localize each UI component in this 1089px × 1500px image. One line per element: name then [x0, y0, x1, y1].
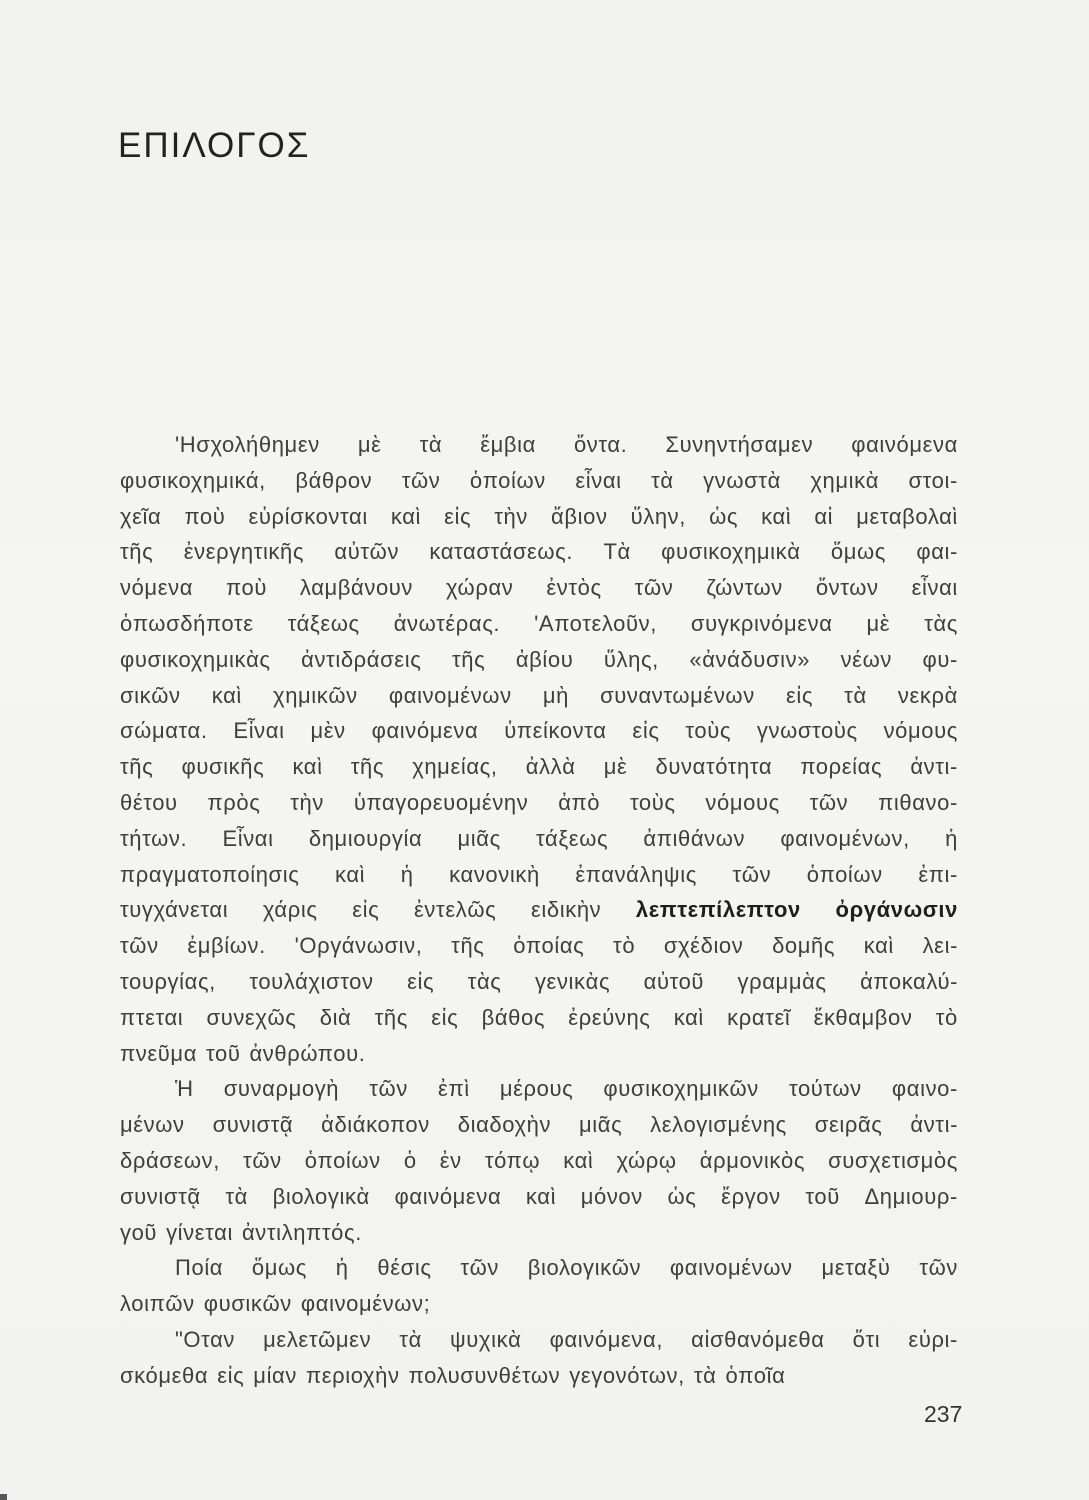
text-line: τυγχάνεται χάρις εἰς ἐντελῶς ειδικὴν λεπτεπίλεπτον ὀργάνωσιν: [120, 897, 958, 923]
page-number: 237: [924, 1401, 963, 1427]
page-edge-mark: [0, 1494, 7, 1500]
text-line: τῆς φυσικῆς καὶ τῆς χημείας, ἀλλὰ μὲ δυνατότητα πορείας ἀντι-: [120, 754, 958, 780]
text-line: φυσικοχημικὰς ἀντιδράσεις τῆς ἀβίου ὕλης, «ἀνάδυσιν» νέων φυ-: [120, 646, 958, 672]
text-line: ὁπωσδήποτε τάξεως ἀνωτέρας. 'Αποτελοῦν, συγκρινόμενα μὲ τὰς: [120, 610, 958, 636]
text-line: "Οταν μελετῶμεν τὰ ψυχικὰ φαινόμενα, αἰσθανόμεθα ὅτι εὑρι-: [175, 1326, 958, 1352]
text-line: τήτων. Εἶναι δημιουργία μιᾶς τάξεως ἀπιθάνων φαινομένων, ἡ: [120, 825, 958, 851]
text-line: γοῦ γίνεται ἀντιληπτός.: [120, 1219, 362, 1245]
text-line: χεῖα ποὺ εὑρίσκονται καὶ εἰς τὴν ἄβιον ὕλην, ὡς καὶ αἱ μεταβολαὶ: [120, 503, 958, 529]
text-line: φυσικοχημικά, βάθρον τῶν ὁποίων εἶναι τὰ γνωστὰ χημικὰ στοι-: [120, 467, 958, 493]
text-line: νόμενα ποὺ λαμβάνουν χώραν ἐντὸς τῶν ζώντων ὄντων εἶναι: [120, 575, 958, 601]
text-line: θέτου πρὸς τὴν ὑπαγορευομένην ἀπὸ τοὺς νόμους τῶν πιθανο-: [120, 789, 958, 815]
paragraph: [120, 1071, 958, 1250]
text-line: Ἡ συναρμογὴ τῶν ἐπὶ μέρους φυσικοχημικῶν τούτων φαινο-: [175, 1076, 958, 1102]
text-line: δράσεων, τῶν ὁποίων ὁ ἐν τόπῳ καὶ χώρῳ ἁρμονικὸς συσχετισμὸς: [120, 1147, 958, 1173]
text-line: τῶν ἐμβίων. 'Οργάνωσιν, τῆς ὁποίας τὸ σχέδιον δομῆς καὶ λει-: [120, 933, 958, 959]
text-line: σώματα. Εἶναι μὲν φαινόμενα ὑπείκοντα εἰς τοὺς γνωστοὺς νόμους: [120, 718, 958, 744]
text-line: πραγματοποίησις καὶ ἡ κανονικὴ ἐπανάληψις τῶν ὁποίων ἐπι-: [120, 861, 958, 887]
text-line: σκόμεθα εἰς μίαν περιοχὴν πολυσυνθέτων γεγονότων, τὰ ὁποῖα: [120, 1362, 786, 1388]
text-line: πτεται συνεχῶς διὰ τῆς εἰς βάθος ἐρεύνης καὶ κρατεῖ ἔκθαμβον τὸ: [120, 1004, 958, 1030]
text-line: Ποία ὅμως ἡ θέσις τῶν βιολογικῶν φαινομένων μεταξὺ τῶν: [175, 1255, 958, 1281]
text-line: 'Ησχολήθημεν μὲ τὰ ἔμβια ὄντα. Συνηντήσαμεν φαινόμενα: [175, 432, 958, 457]
text-line: συνιστᾷ τὰ βιολογικὰ φαινόμενα καὶ μόνον ὡς ἔργον τοῦ Δημιουρ-: [120, 1183, 958, 1209]
paragraph: [120, 1322, 958, 1394]
body-text: [120, 427, 958, 1394]
text-line: λοιπῶν φυσικῶν φαινομένων;: [120, 1291, 431, 1317]
paragraph: [120, 1250, 958, 1322]
text-line: τουργίας, τουλάχιστον εἰς τὰς γενικὰς αὐτοῦ γραμμὰς ἀποκαλύ-: [120, 968, 958, 994]
text-line: σικῶν καὶ χημικῶν φαινομένων μὴ συναντωμένων εἰς τὰ νεκρὰ: [120, 682, 958, 708]
text-line: πνεῦμα τοῦ ἀνθρώπου.: [120, 1040, 366, 1066]
paragraph: [120, 427, 958, 1071]
chapter-heading: ΕΠΙΛΟΓΟΣ: [118, 126, 311, 165]
text-line: μένων συνιστᾷ ἀδιάκοπον διαδοχὴν μιᾶς λελογισμένης σειρᾶς ἀντι-: [120, 1112, 958, 1138]
text-line: τῆς ἐνεργητικῆς αὐτῶν καταστάσεως. Τὰ φυσικοχημικὰ ὅμως φαι-: [120, 539, 958, 565]
